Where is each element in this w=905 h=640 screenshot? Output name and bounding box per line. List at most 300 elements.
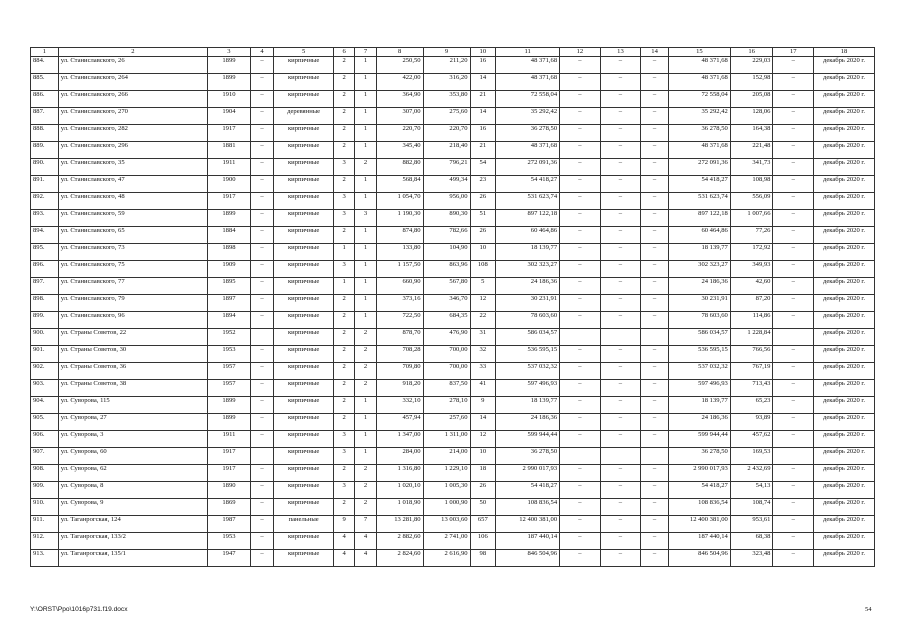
table-cell: кирпичные: [274, 533, 334, 550]
table-cell: 4: [355, 550, 376, 567]
table-cell: 913.: [31, 550, 59, 567]
table-row: [31, 550, 875, 567]
table-cell: 77,26: [730, 227, 773, 244]
table-cell: ул. Суворова, 8: [58, 482, 207, 499]
table-cell: –: [641, 550, 669, 567]
table-cell: –: [560, 159, 601, 176]
table-cell: –: [641, 193, 669, 210]
table-cell: кирпичные: [274, 57, 334, 74]
table-cell: –: [560, 499, 601, 516]
table-cell: 50: [470, 499, 496, 516]
table-cell: 2: [355, 363, 376, 380]
table-cell: декабрь 2020 г.: [814, 465, 875, 482]
table-cell: кирпичные: [274, 244, 334, 261]
table-cell: 18: [470, 465, 496, 482]
table-cell: 2: [334, 346, 355, 363]
table-cell: –: [600, 142, 641, 159]
table-cell: 2: [355, 499, 376, 516]
table-cell: ул. Станиславского, 296: [58, 142, 207, 159]
table-cell: 60 464,86: [496, 227, 560, 244]
column-number-cell: 16: [730, 48, 773, 57]
table-cell: –: [773, 159, 814, 176]
table-cell: –: [641, 210, 669, 227]
table-cell: 10: [470, 448, 496, 465]
table-cell: ул. Станиславского, 264: [58, 74, 207, 91]
table-cell: –: [641, 261, 669, 278]
table-cell: кирпичные: [274, 295, 334, 312]
table-cell: декабрь 2020 г.: [814, 397, 875, 414]
table-cell: ул. Станиславского, 73: [58, 244, 207, 261]
table-cell: [250, 329, 273, 346]
table-cell: –: [773, 142, 814, 159]
table-cell: –: [641, 91, 669, 108]
table-cell: 1: [334, 278, 355, 295]
table-cell: –: [560, 312, 601, 329]
column-number-cell: 13: [600, 48, 641, 57]
table-cell: –: [773, 295, 814, 312]
table-cell: –: [773, 227, 814, 244]
table-cell: [773, 329, 814, 346]
table-cell: ул. Станиславского, 270: [58, 108, 207, 125]
table-cell: –: [600, 414, 641, 431]
table-row: [31, 261, 875, 278]
column-number-cell: 11: [496, 48, 560, 57]
table-cell: 531 623,74: [496, 193, 560, 210]
table-cell: 896.: [31, 261, 59, 278]
table-cell: ул. Станиславского, 266: [58, 91, 207, 108]
table-cell: 897 122,18: [668, 210, 730, 227]
table-cell: ул. Станиславского, 79: [58, 295, 207, 312]
table-cell: 1: [355, 125, 376, 142]
table-cell: декабрь 2020 г.: [814, 346, 875, 363]
table-cell: 316,20: [423, 74, 470, 91]
table-cell: 599 944,44: [496, 431, 560, 448]
table-cell: 586 034,57: [496, 329, 560, 346]
table-cell: кирпичные: [274, 550, 334, 567]
table-cell: 2: [355, 380, 376, 397]
table-cell: ул. Страны Советов, 30: [58, 346, 207, 363]
table-cell: 12 400 381,00: [668, 516, 730, 533]
table-cell: –: [560, 125, 601, 142]
table-cell: –: [560, 193, 601, 210]
table-cell: 78 603,60: [668, 312, 730, 329]
table-cell: 60 464,86: [668, 227, 730, 244]
table-cell: –: [773, 550, 814, 567]
table-cell: –: [773, 74, 814, 91]
table-cell: 657: [470, 516, 496, 533]
table-cell: 1899: [208, 57, 251, 74]
column-number-cell: 17: [773, 48, 814, 57]
table-cell: 888.: [31, 125, 59, 142]
table-cell: –: [250, 108, 273, 125]
table-cell: –: [641, 159, 669, 176]
table-cell: 30 231,91: [496, 295, 560, 312]
table-cell: 709,80: [376, 363, 423, 380]
table-cell: –: [773, 244, 814, 261]
table-cell: 599 944,44: [668, 431, 730, 448]
table-cell: 54 418,27: [496, 176, 560, 193]
table-cell: 1917: [208, 465, 251, 482]
table-cell: 54 418,27: [668, 176, 730, 193]
table-cell: –: [600, 91, 641, 108]
table-cell: –: [560, 516, 601, 533]
table-cell: –: [600, 125, 641, 142]
table-cell: кирпичные: [274, 210, 334, 227]
table-cell: 2: [334, 312, 355, 329]
table-row: [31, 414, 875, 431]
table-cell: 220,70: [376, 125, 423, 142]
table-cell: 2: [355, 482, 376, 499]
table-cell: 16: [470, 57, 496, 74]
table-cell: 537 032,32: [496, 363, 560, 380]
table-cell: 1957: [208, 380, 251, 397]
table-cell: 863,96: [423, 261, 470, 278]
table-cell: –: [250, 91, 273, 108]
table-cell: 2: [334, 380, 355, 397]
table-cell: 16: [470, 125, 496, 142]
table-cell: 2 882,60: [376, 533, 423, 550]
table-cell: [600, 329, 641, 346]
table-cell: 1897: [208, 295, 251, 312]
table-cell: 1917: [208, 448, 251, 465]
table-cell: ул. Суворова, 9: [58, 499, 207, 516]
table-cell: декабрь 2020 г.: [814, 312, 875, 329]
table-cell: 909.: [31, 482, 59, 499]
table-cell: 895.: [31, 244, 59, 261]
table-cell: 302 323,27: [496, 261, 560, 278]
table-cell: 332,10: [376, 397, 423, 414]
table-cell: –: [250, 431, 273, 448]
table-cell: 221,48: [730, 142, 773, 159]
table-cell: кирпичные: [274, 465, 334, 482]
table-cell: 1987: [208, 516, 251, 533]
table-cell: 284,00: [376, 448, 423, 465]
table-cell: –: [773, 482, 814, 499]
table-cell: декабрь 2020 г.: [814, 74, 875, 91]
table-cell: 890,30: [423, 210, 470, 227]
table-cell: –: [250, 125, 273, 142]
table-cell: 152,98: [730, 74, 773, 91]
table-row: [31, 108, 875, 125]
table-cell: 2 990 017,93: [668, 465, 730, 482]
table-cell: 1911: [208, 431, 251, 448]
table-cell: 422,00: [376, 74, 423, 91]
table-cell: 250,50: [376, 57, 423, 74]
table-cell: 1899: [208, 414, 251, 431]
table-cell: 21: [470, 91, 496, 108]
column-number-cell: 18: [814, 48, 875, 57]
table-cell: декабрь 2020 г.: [814, 414, 875, 431]
table-cell: 2: [334, 329, 355, 346]
table-cell: 891.: [31, 176, 59, 193]
table-cell: –: [773, 397, 814, 414]
table-cell: ул. Суворова, 60: [58, 448, 207, 465]
table-cell: 536 595,15: [668, 346, 730, 363]
table-cell: 846 504,96: [496, 550, 560, 567]
table-cell: –: [641, 482, 669, 499]
table-cell: 837,50: [423, 380, 470, 397]
table-cell: 48 371,68: [496, 142, 560, 159]
table-cell: –: [641, 142, 669, 159]
table-cell: 1952: [208, 329, 251, 346]
table-cell: 78 603,60: [496, 312, 560, 329]
table-cell: ул. Станиславского, 48: [58, 193, 207, 210]
table-cell: ул. Станиславского, 47: [58, 176, 207, 193]
table-cell: –: [560, 108, 601, 125]
table-cell: 660,90: [376, 278, 423, 295]
table-cell: 1917: [208, 125, 251, 142]
column-number-cell: 4: [250, 48, 273, 57]
table-cell: 24 186,36: [496, 278, 560, 295]
table-cell: –: [560, 210, 601, 227]
table-cell: кирпичные: [274, 312, 334, 329]
table-cell: 2: [334, 176, 355, 193]
table-cell: 54,13: [730, 482, 773, 499]
table-cell: 1890: [208, 482, 251, 499]
table-cell: 910.: [31, 499, 59, 516]
table-cell: –: [773, 176, 814, 193]
table-cell: [773, 448, 814, 465]
table-cell: 892.: [31, 193, 59, 210]
table-cell: 12 400 381,00: [496, 516, 560, 533]
table-cell: 7: [355, 516, 376, 533]
table-cell: –: [773, 108, 814, 125]
table-cell: 114,86: [730, 312, 773, 329]
table-cell: декабрь 2020 г.: [814, 142, 875, 159]
table-cell: 257,60: [423, 414, 470, 431]
table-cell: 713,43: [730, 380, 773, 397]
table-cell: –: [641, 363, 669, 380]
table-cell: 889.: [31, 142, 59, 159]
table-cell: –: [560, 363, 601, 380]
table-cell: 1895: [208, 278, 251, 295]
table-cell: декабрь 2020 г.: [814, 295, 875, 312]
table-cell: –: [560, 244, 601, 261]
table-cell: декабрь 2020 г.: [814, 125, 875, 142]
table-row: [31, 380, 875, 397]
table-cell: 956,00: [423, 193, 470, 210]
table-cell: 1 316,80: [376, 465, 423, 482]
table-cell: –: [250, 295, 273, 312]
table-cell: –: [773, 278, 814, 295]
table-cell: –: [560, 431, 601, 448]
table-cell: 93,89: [730, 414, 773, 431]
table-cell: 1: [355, 176, 376, 193]
table-cell: 531 623,74: [668, 193, 730, 210]
table-cell: –: [600, 550, 641, 567]
table-cell: 684,35: [423, 312, 470, 329]
table-cell: 10: [470, 244, 496, 261]
table-cell: кирпичные: [274, 91, 334, 108]
table-cell: 346,70: [423, 295, 470, 312]
table-cell: 36 278,50: [496, 448, 560, 465]
table-cell: –: [560, 380, 601, 397]
table-cell: –: [641, 176, 669, 193]
table-cell: 68,38: [730, 533, 773, 550]
table-cell: 14: [470, 414, 496, 431]
table-cell: 5: [470, 278, 496, 295]
table-cell: 1 190,30: [376, 210, 423, 227]
table-cell: –: [250, 346, 273, 363]
table-cell: –: [773, 431, 814, 448]
table-cell: 1: [355, 57, 376, 74]
table-cell: 2: [334, 363, 355, 380]
table-cell: –: [600, 312, 641, 329]
table-cell: 899.: [31, 312, 59, 329]
table-cell: 187 440,14: [496, 533, 560, 550]
table-cell: –: [641, 431, 669, 448]
table-row: [31, 159, 875, 176]
table-cell: –: [641, 57, 669, 74]
table-cell: 1910: [208, 91, 251, 108]
table-cell: 885.: [31, 74, 59, 91]
table-cell: ул. Станиславского, 59: [58, 210, 207, 227]
table-cell: –: [600, 227, 641, 244]
table-cell: ул. Таганрогская, 133/2: [58, 533, 207, 550]
table-cell: –: [600, 108, 641, 125]
table-cell: 556,09: [730, 193, 773, 210]
table-cell: декабрь 2020 г.: [814, 380, 875, 397]
table-cell: 2: [334, 227, 355, 244]
column-number-cell: 9: [423, 48, 470, 57]
table-cell: 108: [470, 261, 496, 278]
column-number-cell: 8: [376, 48, 423, 57]
table-row: [31, 278, 875, 295]
table-cell: 307,00: [376, 108, 423, 125]
table-cell: 42,60: [730, 278, 773, 295]
table-cell: 796,21: [423, 159, 470, 176]
column-number-header-row: [31, 48, 875, 57]
table-cell: 586 034,57: [668, 329, 730, 346]
table-cell: 1900: [208, 176, 251, 193]
table-cell: декабрь 2020 г.: [814, 329, 875, 346]
table-cell: 2: [334, 142, 355, 159]
table-cell: 2: [334, 91, 355, 108]
table-cell: 767,19: [730, 363, 773, 380]
table-cell: –: [250, 533, 273, 550]
table-row: [31, 465, 875, 482]
table-cell: 278,10: [423, 397, 470, 414]
table-cell: –: [250, 278, 273, 295]
table-cell: –: [641, 380, 669, 397]
table-cell: 1 000,90: [423, 499, 470, 516]
table-cell: 48 371,68: [668, 74, 730, 91]
table-cell: –: [250, 380, 273, 397]
table-cell: –: [641, 278, 669, 295]
table-cell: 1 228,84: [730, 329, 773, 346]
table-cell: 323,48: [730, 550, 773, 567]
table-cell: 172,92: [730, 244, 773, 261]
table-cell: –: [250, 176, 273, 193]
table-cell: 887.: [31, 108, 59, 125]
table-cell: 1 005,30: [423, 482, 470, 499]
table-cell: –: [250, 397, 273, 414]
table-cell: –: [560, 227, 601, 244]
table-cell: 567,80: [423, 278, 470, 295]
table-cell: 48 371,68: [496, 74, 560, 91]
table-cell: 893.: [31, 210, 59, 227]
table-cell: 1947: [208, 550, 251, 567]
table-cell: 36 278,50: [668, 125, 730, 142]
table-cell: 722,50: [376, 312, 423, 329]
table-cell: 48 371,68: [496, 57, 560, 74]
table-cell: –: [600, 261, 641, 278]
table-cell: 900.: [31, 329, 59, 346]
table-row: [31, 193, 875, 210]
table-cell: 2: [334, 397, 355, 414]
table-cell: 1: [355, 278, 376, 295]
column-number-cell: 12: [560, 48, 601, 57]
table-cell: 1 347,00: [376, 431, 423, 448]
table-cell: 902.: [31, 363, 59, 380]
table-cell: 211,20: [423, 57, 470, 74]
table-cell: –: [600, 210, 641, 227]
table-cell: кирпичные: [274, 142, 334, 159]
table-cell: 3: [334, 448, 355, 465]
table-cell: 36 278,50: [668, 448, 730, 465]
table-cell: 2 741,00: [423, 533, 470, 550]
table-cell: 1: [334, 244, 355, 261]
table-cell: ул. Станиславского, 282: [58, 125, 207, 142]
table-cell: 1909: [208, 261, 251, 278]
table-cell: –: [641, 244, 669, 261]
table-cell: 2 616,90: [423, 550, 470, 567]
table-cell: 24 186,36: [668, 414, 730, 431]
table-cell: кирпичные: [274, 482, 334, 499]
table-cell: [641, 448, 669, 465]
table-cell: декабрь 2020 г.: [814, 363, 875, 380]
table-cell: –: [600, 244, 641, 261]
table-cell: 23: [470, 176, 496, 193]
table-cell: декабрь 2020 г.: [814, 193, 875, 210]
table-cell: 903.: [31, 380, 59, 397]
table-cell: 18 139,77: [668, 244, 730, 261]
table-cell: –: [773, 533, 814, 550]
table-cell: 898.: [31, 295, 59, 312]
table-cell: кирпичные: [274, 261, 334, 278]
table-cell: кирпичные: [274, 176, 334, 193]
table-cell: 1: [355, 142, 376, 159]
table-cell: 18 139,77: [668, 397, 730, 414]
table-cell: 33: [470, 363, 496, 380]
table-cell: 700,00: [423, 346, 470, 363]
table-cell: –: [773, 380, 814, 397]
table-cell: ул. Станиславского, 75: [58, 261, 207, 278]
table-cell: 1 311,00: [423, 431, 470, 448]
table-row: [31, 312, 875, 329]
table-cell: 2: [355, 465, 376, 482]
column-number-cell: 15: [668, 48, 730, 57]
table-cell: 65,23: [730, 397, 773, 414]
table-cell: 48 371,68: [668, 57, 730, 74]
table-cell: 35 292,42: [668, 108, 730, 125]
table-cell: –: [250, 482, 273, 499]
table-cell: 4: [334, 550, 355, 567]
table-cell: –: [600, 516, 641, 533]
table-cell: 1: [355, 295, 376, 312]
table-cell: –: [641, 125, 669, 142]
table-row: [31, 57, 875, 74]
table-cell: декабрь 2020 г.: [814, 91, 875, 108]
table-cell: ул. Станиславского, 77: [58, 278, 207, 295]
table-cell: декабрь 2020 г.: [814, 244, 875, 261]
table-cell: 128,06: [730, 108, 773, 125]
table-cell: –: [641, 227, 669, 244]
table-cell: –: [600, 533, 641, 550]
table-cell: кирпичные: [274, 431, 334, 448]
table-cell: 536 595,15: [496, 346, 560, 363]
table-row: [31, 142, 875, 159]
